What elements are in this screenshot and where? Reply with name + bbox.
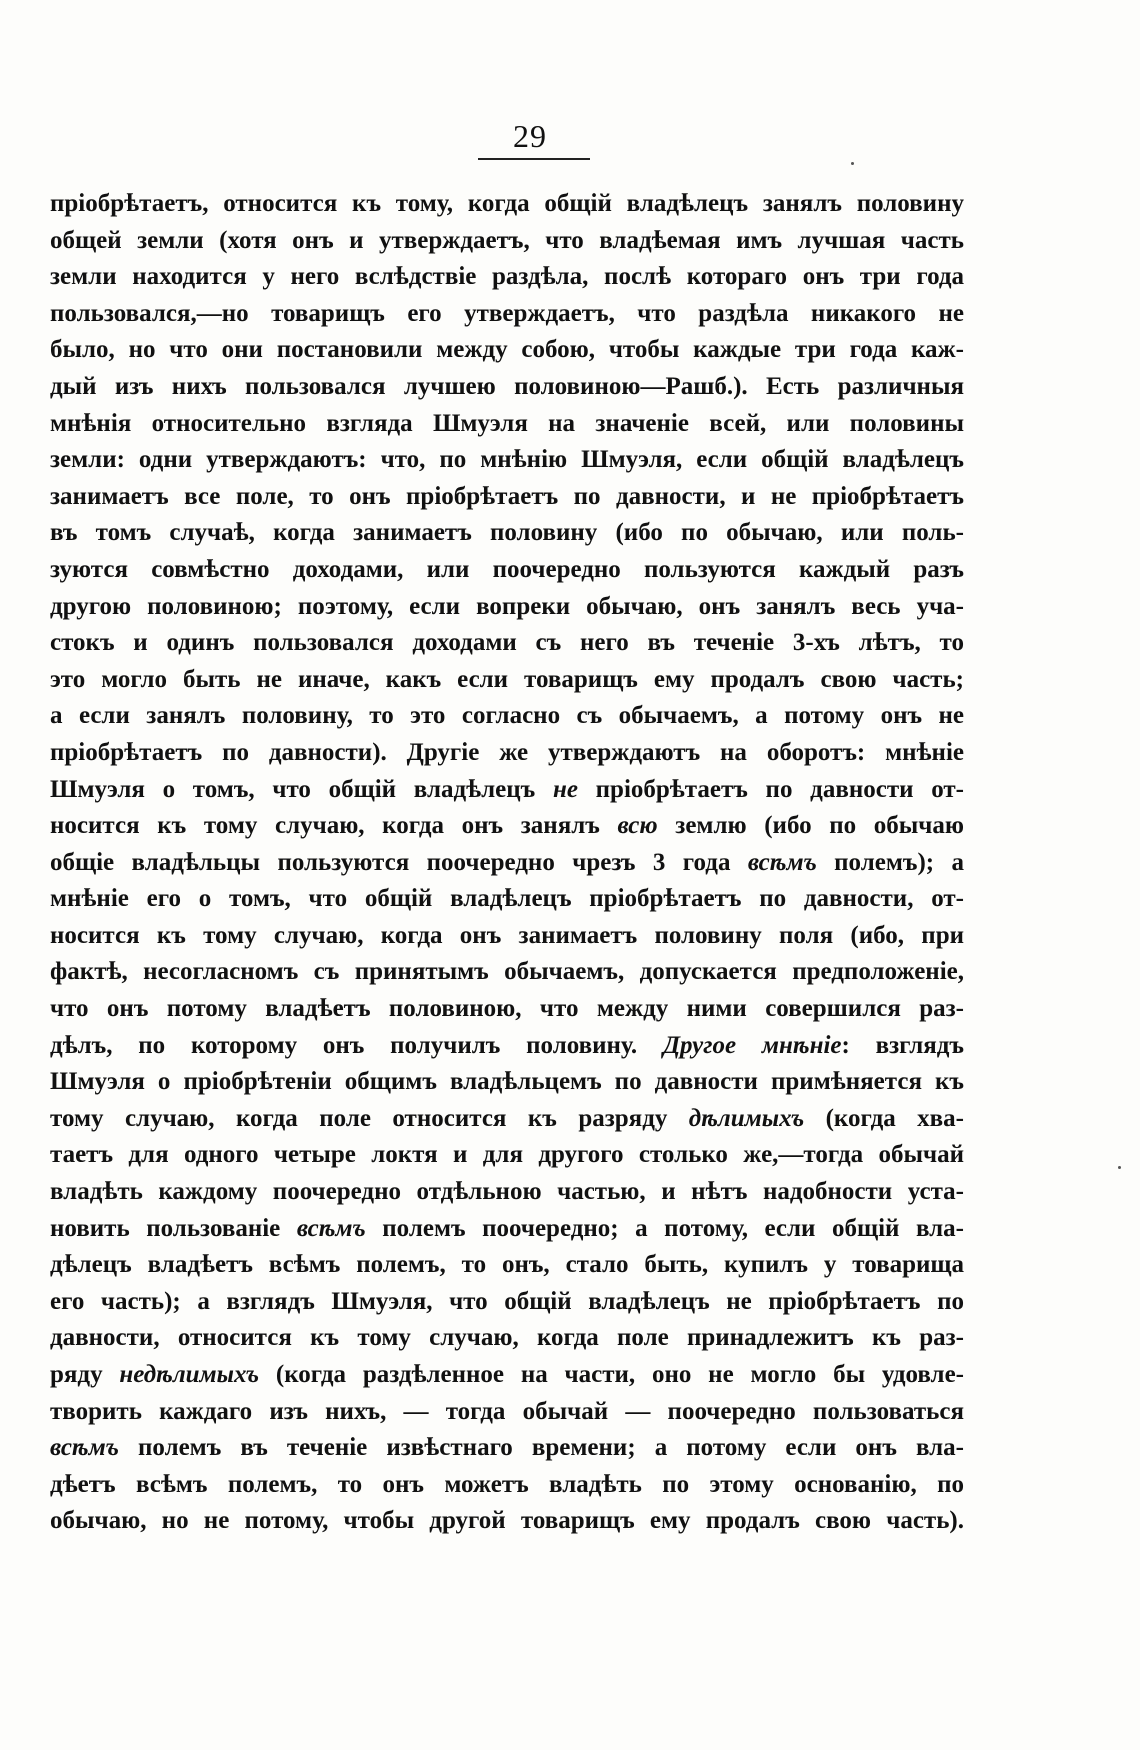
text-line: всѣмъ полемъ въ теченіе извѣстнаго времени; а потому если онъ вла-	[50, 1434, 964, 1462]
text-line: ряду недѣлимыхъ (когда раздѣленное на части, оно не могло бы удовле-	[50, 1361, 964, 1388]
italic-emphasis: не	[552, 775, 578, 803]
italic-emphasis: дѣлимыхъ	[688, 1104, 805, 1132]
text-line: общіе владѣльцы пользуются поочередно чрезъ 3 года всѣмъ полемъ); а	[50, 848, 964, 876]
text-line: носится къ тому случаю, когда онъ занялъ всю землю (ибо по обычаю	[50, 812, 964, 840]
page-number: 29	[513, 118, 547, 154]
text-line: его часть); а взглядъ Шмуэля, что общій владѣлецъ не пріобрѣтаетъ по	[50, 1287, 964, 1315]
text-line: дый изъ нихъ пользовался лучшею половиною—Рашб.). Есть различныя	[50, 372, 964, 400]
scan-speck	[851, 162, 854, 165]
text-line: было, но что они постановили между собою, чтобы каждые три года каж-	[50, 336, 964, 364]
text-line: зуются совмѣстно доходами, или поочередно пользуются каждый разъ	[50, 555, 964, 583]
text-line: тому случаю, когда поле относится къ разряду дѣлимыхъ (когда хва-	[50, 1104, 964, 1132]
text-line: новить пользованіе всѣмъ полемъ поочередно; а потому, если общій вла-	[50, 1214, 964, 1242]
text-line: это могло быть не иначе, какъ если товарищъ ему продалъ свою часть;	[50, 665, 964, 693]
text-line: Шмуэля о пріобрѣтеніи общимъ владѣльцемъ по давности примѣняется къ	[50, 1068, 964, 1096]
italic-emphasis: всѣмъ	[50, 1434, 119, 1462]
italic-emphasis: всѣмъ	[296, 1214, 366, 1242]
text-line: пользовался,—но товарищъ его утверждаетъ, что раздѣла никакого не	[50, 299, 964, 327]
text-line: творить каждаго изъ нихъ, — тогда обычай — поочередно пользоваться	[50, 1397, 964, 1425]
text-line: пріобрѣтаетъ, относится къ тому, когда общій владѣлецъ занялъ половину	[50, 190, 964, 217]
text-line: пріобрѣтаетъ по давности). Другіе же утверждаютъ на оборотъ: мнѣніе	[50, 738, 964, 766]
text-line: владѣть каждому поочередно отдѣльною частью, и нѣтъ надобности уста-	[50, 1178, 964, 1206]
italic-emphasis: недѣлимыхъ	[119, 1361, 260, 1388]
text-line: мнѣнія относительно взгляда Шмуэля на значеніе всей, или половины	[50, 409, 964, 437]
text-line: въ томъ случаѣ, когда занимаетъ половину (ибо по обычаю, или поль-	[50, 519, 964, 547]
text-line: общей земли (хотя онъ и утверждаетъ, что владѣемая имъ лучшая часть	[50, 226, 964, 254]
text-line: дѣетъ всѣмъ полемъ, то онъ можетъ владѣть по этому основанію, по	[50, 1470, 964, 1498]
text-line: дѣлецъ владѣетъ всѣмъ полемъ, то онъ, стало быть, купилъ у товарища	[50, 1251, 964, 1279]
text-line: дѣлъ, по которому онъ получилъ половину. Другое мнѣніе: взглядъ	[50, 1031, 964, 1059]
text-line: Шмуэля о томъ, что общій владѣлецъ не пріобрѣтаетъ по давности от-	[50, 775, 964, 803]
italic-emphasis: всѣмъ	[747, 848, 817, 876]
text-line: мнѣніе его о томъ, что общій владѣлецъ пріобрѣтаетъ по давности, от-	[50, 885, 964, 913]
text-line: фактѣ, несогласномъ съ принятымъ обычаемъ, допускается предположеніе,	[50, 958, 964, 986]
text-line: другою половиною; поэтому, если вопреки обычаю, онъ занялъ весь уча-	[50, 592, 964, 620]
body-text	[50, 186, 964, 1540]
text-line: земли: одни утверждаютъ: что, по мнѣнію Шмуэля, если общій владѣлецъ	[50, 446, 964, 474]
italic-emphasis: Другое мнѣніе	[662, 1031, 842, 1059]
text-line: что онъ потому владѣетъ половиною, что между ними совершился раз-	[50, 995, 964, 1023]
text-line: стокъ и одинъ пользовался доходами съ него въ теченіе 3-хъ лѣтъ, то	[50, 629, 964, 657]
italic-emphasis: всю	[617, 812, 658, 840]
page-number-rule	[478, 158, 590, 160]
text-line: давности, относится къ тому случаю, когда поле принадлежитъ къ раз-	[50, 1324, 964, 1352]
text-line: носится къ тому случаю, когда онъ занимаетъ половину поля (ибо, при	[50, 921, 964, 949]
text-line: земли находится у него вслѣдствіе раздѣла, послѣ котораго онъ три года	[50, 263, 964, 291]
text-line: таетъ для одного четыре локтя и для другого столько же,—тогда обычай	[50, 1141, 964, 1169]
scan-speck	[1118, 1166, 1121, 1169]
text-line: обычаю, но не потому, чтобы другой товарищъ ему продалъ свою часть).	[50, 1507, 964, 1535]
text-line: а если занялъ половину, то это согласно съ обычаемъ, а потому онъ не	[50, 702, 964, 730]
text-line: занимаетъ все поле, то онъ пріобрѣтаетъ по давности, и не пріобрѣтаетъ	[50, 482, 964, 510]
